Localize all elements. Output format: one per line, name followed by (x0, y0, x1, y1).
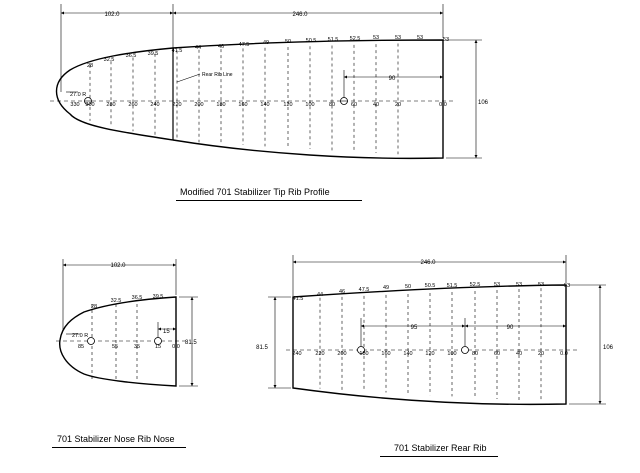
nose-height-dimension: 81.5 (185, 340, 197, 346)
rear-center-marker-b (462, 347, 469, 354)
tip-height-label: 44 (194, 45, 202, 51)
tip-nose-dimension: 102.0 (104, 12, 120, 18)
rear-rib-outline (293, 285, 566, 404)
rear-height-label: 41.5 (292, 296, 304, 302)
rear-station-label: 100 (447, 351, 457, 357)
rear-height-label: 44 (316, 292, 324, 298)
rear-rib-profile (256, 255, 614, 404)
tip-rib-title: Modified 701 Stabilizer Tip Rib Profile (180, 187, 330, 197)
tip-height-label: 52.5 (349, 36, 361, 42)
tip-station-label: 220 (172, 102, 182, 108)
tip-station-label: 40 (372, 102, 380, 108)
tip-station-label: 240 (150, 102, 160, 108)
tip-rib-title-underline (176, 200, 362, 201)
rear-height-label: 53 (493, 282, 501, 288)
tip-station-label: 280 (106, 102, 116, 108)
tip-height-label: 32.5 (103, 57, 115, 63)
tip-height-label: 53 (394, 35, 402, 41)
rear-rib-title-underline (380, 456, 498, 457)
rear-station-label: 240 (292, 351, 302, 357)
tip-height-label: 39.5 (147, 51, 159, 57)
tip-station-label: 260 (128, 102, 138, 108)
rear-b-dimension: 90 (506, 325, 514, 331)
nose-station-label: 55 (111, 344, 119, 350)
tip-height-label: 53 (416, 35, 424, 41)
nose-center-marker-a (88, 338, 95, 345)
tip-station-label: 160 (238, 102, 248, 108)
tip-station-label: 140 (260, 102, 270, 108)
tip-rib-outline (57, 40, 444, 158)
nose-height-label: 36.5 (131, 295, 143, 301)
tip-height-label: 50 (284, 39, 292, 45)
nose-height-label: 32.5 (110, 298, 122, 304)
nose-inner-dimension: 15 (163, 329, 170, 335)
rear-station-label: 80 (471, 351, 479, 357)
rear-height-label: 53 (515, 282, 523, 288)
nose-station-label: 0.0 (172, 344, 180, 350)
rear-station-label: 200 (337, 351, 347, 357)
tip-height-dimension: 106 (478, 100, 489, 106)
tip-rib-profile (50, 4, 489, 158)
tip-height-label: 50.5 (305, 38, 317, 44)
tip-inner-dimension: 90 (388, 76, 396, 82)
nose-station-label: 85 (77, 344, 85, 350)
tip-station-label: 20 (394, 102, 402, 108)
rear-height-label: 50.5 (424, 283, 436, 289)
tip-height-label: 51.5 (327, 37, 339, 43)
rear-height-label: 47.5 (358, 287, 370, 293)
rear-height-label: 49 (382, 285, 390, 291)
rear-station-label: 180 (359, 351, 369, 357)
tip-station-label: 300 (85, 102, 95, 108)
rear-station-label: 60 (493, 351, 501, 357)
tip-height-label: 53 (442, 37, 450, 43)
nose-rib-title-underline (52, 447, 186, 448)
rear-rib-line-label: Rear Rib Line (202, 72, 233, 78)
tip-station-label: 120 (283, 102, 293, 108)
tip-station-label: 330 (70, 102, 80, 108)
nose-station-label: 35 (133, 344, 141, 350)
tip-height-label: 28 (86, 63, 94, 69)
rear-station-label: 140 (403, 351, 413, 357)
rear-station-label: 220 (315, 351, 325, 357)
rear-right-dimension: 106 (603, 345, 614, 351)
rear-height-label: 53 (537, 282, 545, 288)
rear-station-label: 40 (515, 351, 523, 357)
tip-rear-dimension: 246.0 (292, 12, 308, 18)
tip-height-label: 46 (217, 44, 225, 50)
rear-rib-title: 701 Stabilizer Rear Rib (394, 443, 487, 453)
rear-height-label: 53 (563, 283, 571, 289)
tip-station-label: 0.0 (439, 102, 447, 108)
tip-nose-radius: 27.0 R (70, 92, 87, 98)
tip-height-label: 41.5 (171, 48, 183, 54)
rear-station-label: 20 (537, 351, 545, 357)
tip-height-label: 47.5 (238, 42, 250, 48)
nose-width-dimension: 102.0 (110, 263, 126, 269)
tip-height-label: 53 (372, 35, 380, 41)
rear-a-dimension: 95 (410, 325, 418, 331)
rear-station-label: 120 (425, 351, 435, 357)
rear-height-label: 51.5 (446, 283, 458, 289)
rear-height-label: 46 (338, 289, 346, 295)
nose-rib-title: 701 Stabilizer Nose Rib Nose (57, 434, 175, 444)
nose-height-label: 39.5 (152, 294, 164, 300)
nose-radius: 27.0 R (72, 333, 89, 339)
rear-height-label: 50 (404, 284, 412, 290)
nose-rib-profile (56, 259, 198, 386)
tip-height-label: 36.5 (125, 53, 137, 59)
rear-height-label: 52.5 (469, 282, 481, 288)
nose-height-label: 28 (90, 304, 98, 310)
nose-station-label: 15 (154, 344, 162, 350)
rear-left-dimension: 81.5 (256, 345, 268, 351)
tip-station-label: 100 (305, 102, 315, 108)
tip-station-label: 60 (350, 102, 358, 108)
rear-station-label: 0.0 (560, 351, 568, 357)
tip-station-label: 180 (216, 102, 226, 108)
tip-station-label: 200 (194, 102, 204, 108)
rear-width-dimension: 246.0 (420, 260, 436, 266)
rear-station-label: 160 (381, 351, 391, 357)
tip-height-label: 49 (262, 40, 270, 46)
tip-station-label: 80 (328, 102, 336, 108)
